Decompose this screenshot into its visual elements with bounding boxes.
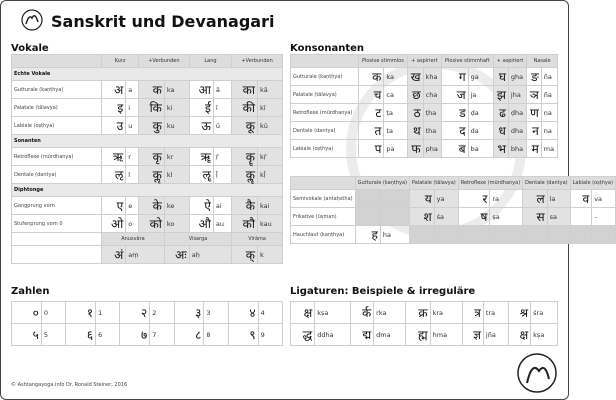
transliteration: k bbox=[257, 246, 282, 264]
devanagari-glyph: ल bbox=[523, 190, 547, 208]
vowel-col-head: Kurz bbox=[102, 55, 139, 68]
consonant-row-label: Dentale (dantya) bbox=[291, 122, 359, 140]
ligatures-table bbox=[290, 301, 558, 346]
transliteration: jha bbox=[508, 86, 526, 104]
transliteration: 2 bbox=[150, 302, 174, 324]
transliteration: 7 bbox=[150, 324, 174, 346]
devanagari-glyph: ग bbox=[441, 68, 468, 86]
devanagari-glyph: द bbox=[441, 122, 468, 140]
devanagari-glyph: ह bbox=[355, 226, 380, 244]
semivowels-table bbox=[290, 176, 616, 244]
transliteration: ṣa bbox=[490, 208, 523, 226]
devanagari-glyph bbox=[410, 226, 435, 244]
numbers-table bbox=[11, 301, 283, 346]
vowel-row-label: Gangprung vorn bbox=[12, 197, 102, 215]
transliteration: kau bbox=[257, 215, 282, 233]
devanagari-glyph: औ bbox=[189, 215, 213, 233]
transliteration: ña bbox=[541, 86, 557, 104]
consonant-row-label: Retroflexe (mūrdhanya) bbox=[291, 104, 359, 122]
transliteration: 5 bbox=[41, 324, 65, 346]
transliteration: kra bbox=[430, 302, 462, 324]
transliteration: aḥ bbox=[189, 246, 231, 264]
transliteration: kl bbox=[164, 166, 189, 184]
transliteration bbox=[490, 226, 523, 244]
transliteration: dma bbox=[374, 324, 406, 346]
vowel-group-head: Echte Vokale bbox=[12, 68, 283, 81]
consonant-col-head: Plosive stimmhaft bbox=[441, 55, 493, 68]
devanagari-glyph: ठ bbox=[408, 104, 424, 122]
transliteration: ku bbox=[164, 117, 189, 135]
vowel-group-head: Sonanten bbox=[12, 135, 283, 148]
ligatures-heading: Ligaturen: Beispiele & irreguläre bbox=[290, 286, 476, 297]
transliteration: pa bbox=[384, 140, 408, 158]
devanagari-glyph: कै bbox=[232, 197, 258, 215]
transliteration: kṝ bbox=[257, 148, 282, 166]
devanagari-glyph bbox=[523, 226, 547, 244]
devanagari-glyph: ण bbox=[527, 104, 542, 122]
transliteration: 1 bbox=[96, 302, 120, 324]
transliteration: ja bbox=[468, 86, 493, 104]
transliteration: sa bbox=[547, 208, 570, 226]
extra-head: Virāma bbox=[232, 233, 283, 246]
devanagari-glyph: ऐ bbox=[189, 197, 213, 215]
page-title: Sanskrit und Devanagari bbox=[51, 12, 275, 31]
devanagari-glyph: त bbox=[358, 122, 384, 140]
vowel-group-head: Diphtonge bbox=[12, 184, 283, 197]
devanagari-glyph: ज्ञ bbox=[462, 324, 483, 346]
transliteration: ma bbox=[541, 140, 557, 158]
transliteration: tra bbox=[483, 302, 508, 324]
transliteration: la bbox=[547, 190, 570, 208]
vowel-row-label: Retroflexe (mūrdhanya) bbox=[12, 148, 102, 166]
transliteration: ṭa bbox=[384, 104, 408, 122]
transliteration: va bbox=[592, 190, 616, 208]
transliteration: l bbox=[126, 166, 139, 184]
devanagari-glyph: ३ bbox=[174, 302, 204, 324]
devanagari-glyph: ह्म bbox=[406, 324, 430, 346]
devanagari-glyph: का bbox=[232, 81, 258, 99]
transliteration: kī bbox=[257, 99, 282, 117]
transliteration: ha bbox=[380, 226, 409, 244]
transliteration: kū bbox=[257, 117, 282, 135]
transliteration: ai bbox=[213, 197, 231, 215]
transliteration: ḹ bbox=[213, 166, 231, 184]
transliteration: 8 bbox=[204, 324, 228, 346]
transliteration: da bbox=[468, 122, 493, 140]
devanagari-glyph: ॠ bbox=[189, 148, 213, 166]
transliteration: pha bbox=[423, 140, 441, 158]
devanagari-glyph bbox=[570, 208, 592, 226]
devanagari-glyph: कू bbox=[232, 117, 258, 135]
devanagari-glyph: त्र bbox=[462, 302, 483, 324]
semivowel-col-head: Gutturale (kaṇṭhya) bbox=[355, 177, 409, 190]
devanagari-glyph: ऊ bbox=[189, 117, 213, 135]
devanagari-glyph: य bbox=[410, 190, 435, 208]
devanagari-glyph: भ bbox=[493, 140, 508, 158]
transliteration: u bbox=[126, 117, 139, 135]
devanagari-glyph: घ bbox=[493, 68, 508, 86]
devanagari-glyph: स bbox=[523, 208, 547, 226]
devanagari-glyph: ६ bbox=[66, 324, 96, 346]
transliteration: ddha bbox=[315, 324, 350, 346]
transliteration: 4 bbox=[258, 302, 282, 324]
semivowel-col-head: Labiale (oṣṭhya) bbox=[570, 177, 615, 190]
devanagari-glyph: उ bbox=[102, 117, 126, 135]
transliteration bbox=[380, 208, 409, 226]
vowel-row-label: Dentale (dantya) bbox=[12, 166, 102, 184]
transliteration: tha bbox=[423, 122, 441, 140]
transliteration: ca bbox=[384, 86, 408, 104]
devanagari-glyph: ङ bbox=[527, 68, 542, 86]
devanagari-glyph: ट bbox=[358, 104, 384, 122]
transliteration: dha bbox=[508, 122, 526, 140]
transliteration: 6 bbox=[96, 324, 120, 346]
transliteration: - bbox=[592, 208, 616, 226]
extra-head: Visarga bbox=[164, 233, 231, 246]
devanagari-glyph: कॣ bbox=[232, 166, 258, 184]
semivowel-col-head: Retroflexe (mūrdhanya) bbox=[458, 177, 522, 190]
devanagari-glyph: थ bbox=[408, 122, 424, 140]
semivowel-row-label: Semivokale (antaḥstha) bbox=[291, 190, 356, 208]
transliteration: ko bbox=[164, 215, 189, 233]
devanagari-glyph: के bbox=[138, 197, 164, 215]
devanagari-glyph: ध bbox=[493, 122, 508, 140]
consonant-col-head: + aspiriert bbox=[493, 55, 526, 68]
transliteration: ke bbox=[164, 197, 189, 215]
devanagari-glyph: द्ध bbox=[291, 324, 315, 346]
devanagari-glyph: ञ bbox=[527, 86, 542, 104]
consonants-table bbox=[290, 54, 558, 158]
transliteration: ba bbox=[468, 140, 493, 158]
devanagari-glyph: कु bbox=[138, 117, 164, 135]
vowel-col-head: +Verbunden bbox=[138, 55, 189, 68]
semivowel-row-label: Frikative (ūṣman) bbox=[291, 208, 356, 226]
transliteration: kha bbox=[423, 68, 441, 86]
consonant-row-label: Labiale (oṣṭhya) bbox=[291, 140, 359, 158]
devanagari-glyph bbox=[355, 208, 380, 226]
vowel-col-head: Lang bbox=[189, 55, 231, 68]
transliteration: 9 bbox=[258, 324, 282, 346]
transliteration: 3 bbox=[204, 302, 228, 324]
devanagari-glyph: १ bbox=[66, 302, 96, 324]
vowel-col-head: +Verbunden bbox=[232, 55, 283, 68]
devanagari-glyph: इ bbox=[102, 99, 126, 117]
devanagari-glyph: ड bbox=[441, 104, 468, 122]
vowels-heading: Vokale bbox=[11, 43, 49, 54]
vowel-row-label: Stufenprung vorn 0 bbox=[12, 215, 102, 233]
vowel-row-label: Labiale (oṣṭhya) bbox=[12, 117, 102, 135]
consonant-col-head: Nasale bbox=[527, 55, 558, 68]
transliteration: jña bbox=[483, 324, 508, 346]
devanagari-glyph: ए bbox=[102, 197, 126, 215]
transliteration: i bbox=[126, 99, 139, 117]
transliteration: kr bbox=[164, 148, 189, 166]
devanagari-glyph: ब bbox=[441, 140, 468, 158]
semivowel-row-label: Hauchlaut (kaṇṭhya) bbox=[291, 226, 356, 244]
transliteration bbox=[547, 226, 570, 244]
devanagari-glyph: ५ bbox=[12, 324, 42, 346]
devanagari-glyph: ज bbox=[441, 86, 468, 104]
semivowel-col-head: Dentale (dantya) bbox=[523, 177, 570, 190]
devanagari-glyph: ष bbox=[458, 208, 490, 226]
devanagari-glyph: कृ bbox=[138, 148, 164, 166]
devanagari-glyph: क्र bbox=[406, 302, 430, 324]
devanagari-glyph: श्र bbox=[508, 302, 531, 324]
devanagari-glyph: ढ bbox=[493, 104, 508, 122]
vowel-row-label: Palatale (tālavya) bbox=[12, 99, 102, 117]
devanagari-glyph: की bbox=[232, 99, 258, 117]
transliteration: ḍa bbox=[468, 104, 493, 122]
devanagari-glyph: ॡ bbox=[189, 166, 213, 184]
devanagari-glyph: ० bbox=[12, 302, 42, 324]
transliteration bbox=[434, 226, 458, 244]
ashtanga-round-logo-icon bbox=[513, 353, 561, 393]
semivowel-col-head: Palatale (tālavya) bbox=[410, 177, 459, 190]
consonant-col-head: Plosive stimmlos bbox=[358, 55, 407, 68]
devanagari-glyph: अं bbox=[102, 246, 126, 264]
devanagari-glyph: श bbox=[410, 208, 435, 226]
consonant-col-head: + aspiriert bbox=[408, 55, 442, 68]
transliteration: rka bbox=[374, 302, 406, 324]
consonants-heading: Konsonanten bbox=[290, 43, 365, 54]
devanagari-glyph bbox=[570, 226, 592, 244]
transliteration: au bbox=[213, 215, 231, 233]
devanagari-glyph: कॄ bbox=[232, 148, 258, 166]
transliteration: ṇa bbox=[541, 104, 557, 122]
transliteration: ī bbox=[213, 99, 231, 117]
consonant-row-label: Gutturale (kaṇṭhya) bbox=[291, 68, 359, 86]
numbers-heading: Zahlen bbox=[11, 286, 50, 297]
devanagari-glyph: क bbox=[138, 81, 164, 99]
extra-head: Anusvāra bbox=[102, 233, 165, 246]
transliteration: a bbox=[126, 81, 139, 99]
transliteration: ra bbox=[490, 190, 523, 208]
copyright-credit: © Ashtangayoga.info Dr. Ronald Steiner, 2016 bbox=[11, 382, 128, 388]
devanagari-glyph: कॢ bbox=[138, 166, 164, 184]
transliteration: ā bbox=[213, 81, 231, 99]
transliteration: ta bbox=[384, 122, 408, 140]
devanagari-glyph: ऌ bbox=[102, 166, 126, 184]
devanagari-glyph: क् bbox=[232, 246, 258, 264]
transliteration: śa bbox=[434, 208, 458, 226]
devanagari-glyph: को bbox=[138, 215, 164, 233]
devanagari-glyph: क्ष bbox=[291, 302, 315, 324]
devanagari-glyph: क्ष bbox=[508, 324, 531, 346]
devanagari-glyph: फ bbox=[408, 140, 424, 158]
transliteration: kṣa bbox=[315, 302, 350, 324]
transliteration: ṝ bbox=[213, 148, 231, 166]
transliteration: ga bbox=[468, 68, 493, 86]
transliteration: gha bbox=[508, 68, 526, 86]
devanagari-glyph: प bbox=[358, 140, 384, 158]
devanagari-glyph: अः bbox=[164, 246, 189, 264]
transliteration: aṃ bbox=[126, 246, 165, 264]
transliteration: śra bbox=[531, 302, 558, 324]
transliteration: cha bbox=[423, 86, 441, 104]
devanagari-glyph bbox=[458, 226, 490, 244]
transliteration: hma bbox=[430, 324, 462, 346]
transliteration: kṣa bbox=[531, 324, 558, 346]
transliteration bbox=[380, 190, 409, 208]
transliteration: na bbox=[541, 122, 557, 140]
transliteration: o bbox=[126, 215, 139, 233]
devanagari-glyph: ७ bbox=[120, 324, 150, 346]
devanagari-glyph: ओ bbox=[102, 215, 126, 233]
transliteration: ṭha bbox=[423, 104, 441, 122]
devanagari-glyph: ऋ bbox=[102, 148, 126, 166]
devanagari-glyph: म bbox=[527, 140, 542, 158]
transliteration: kḹ bbox=[257, 166, 282, 184]
devanagari-glyph: २ bbox=[120, 302, 150, 324]
transliteration: ū bbox=[213, 117, 231, 135]
devanagari-glyph: द्म bbox=[350, 324, 374, 346]
ashtanga-logo-icon bbox=[19, 9, 45, 31]
transliteration: ka bbox=[164, 81, 189, 99]
transliteration: e bbox=[126, 197, 139, 215]
devanagari-glyph: न bbox=[527, 122, 542, 140]
devanagari-glyph: ४ bbox=[228, 302, 258, 324]
devanagari-glyph: च bbox=[358, 86, 384, 104]
devanagari-glyph: र्क bbox=[350, 302, 374, 324]
transliteration: ka bbox=[384, 68, 408, 86]
transliteration: ḍha bbox=[508, 104, 526, 122]
transliteration: r bbox=[126, 148, 139, 166]
transliteration bbox=[592, 226, 616, 244]
transliteration: 0 bbox=[41, 302, 65, 324]
devanagari-glyph: छ bbox=[408, 86, 424, 104]
devanagari-glyph: आ bbox=[189, 81, 213, 99]
transliteration: ña bbox=[541, 68, 557, 86]
devanagari-glyph: ख bbox=[408, 68, 424, 86]
vowel-row-label: Gutturale (kaṇṭhya) bbox=[12, 81, 102, 99]
consonant-row-label: Palatale (tālavya) bbox=[291, 86, 359, 104]
transliteration: kai bbox=[257, 197, 282, 215]
devanagari-glyph: झ bbox=[493, 86, 508, 104]
devanagari-glyph bbox=[355, 190, 380, 208]
transliteration: ki bbox=[164, 99, 189, 117]
devanagari-glyph: क bbox=[358, 68, 384, 86]
devanagari-glyph: ९ bbox=[228, 324, 258, 346]
vowels-table bbox=[11, 54, 283, 264]
devanagari-glyph: कि bbox=[138, 99, 164, 117]
devanagari-glyph: र bbox=[458, 190, 490, 208]
devanagari-glyph: अ bbox=[102, 81, 126, 99]
devanagari-glyph: ई bbox=[189, 99, 213, 117]
devanagari-glyph: कौ bbox=[232, 215, 258, 233]
devanagari-glyph: व bbox=[570, 190, 592, 208]
transliteration: bha bbox=[508, 140, 526, 158]
devanagari-glyph: ८ bbox=[174, 324, 204, 346]
transliteration: ya bbox=[434, 190, 458, 208]
transliteration: kā bbox=[257, 81, 282, 99]
